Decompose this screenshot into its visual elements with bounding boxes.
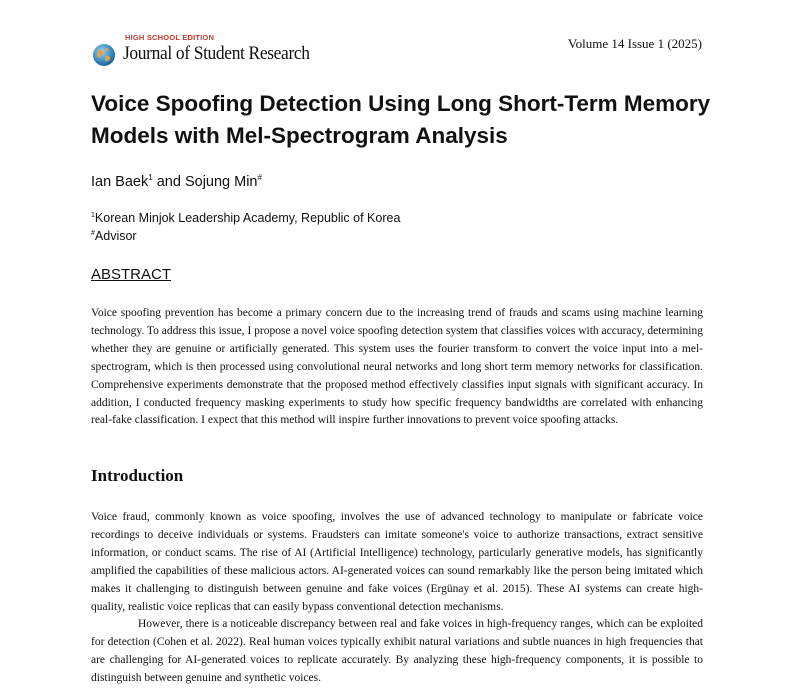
author-affiliation-mark: 1 xyxy=(148,173,153,182)
author-name: Ian Baek xyxy=(91,174,149,190)
author-separator: and xyxy=(152,174,185,190)
abstract-heading: ABSTRACT xyxy=(91,266,172,283)
edition-label: HIGH SCHOOL EDITION xyxy=(125,33,215,42)
author-name: Sojung Min xyxy=(184,174,258,190)
affiliation-text: Advisor xyxy=(94,229,137,243)
paper-title: Voice Spoofing Detection Using Long Short-Term Memory Models with Mel-Spectrogram Analysis xyxy=(91,91,711,148)
paragraph: However, there is a noticeable discrepancy between real and fake voices in high-frequency ranges, which can be exploited for detection (Cohen et al. 2022). Real human voices typically exhibit natural variations and subtle nuances in high frequencies that are challenging for AI-generated voices to replicate accurately. By analyzing these high-frequency components, it is possible to distinguish between genuine and synthetic voices. xyxy=(91,618,703,685)
affiliation-mark: # xyxy=(91,230,95,237)
author-list xyxy=(91,173,262,190)
author-affiliation-mark: # xyxy=(257,173,262,182)
introduction-body xyxy=(91,509,703,688)
journal-logo xyxy=(92,33,312,73)
section-heading-introduction: Introduction xyxy=(91,466,184,485)
abstract-text: Voice spoofing prevention has become a primary concern due to the increasing trend of frauds and scams using machine learning technology. To address this issue, I propose a novel voice spoofing detection system that classifies voices with accuracy, determining whether they are genuine or artificially generated. This system uses the fourier transform to convert the voice input into a mel-spectrogram, which is then processed using convolutional neural networks and long short term memory networks for classification. Comprehensive experiments demonstrate that the proposed method effectively classifies input signals with significant accuracy. In addition, I conducted frequency masking experiments to study how specific frequency bandwidths are correlated with enhancing real-fake classification. I expect that this method will inspire further innovations to prevent voice spoofing attacks. xyxy=(91,307,703,427)
affiliation-text: Korean Minjok Leadership Academy, Republic of Korea xyxy=(94,211,401,225)
affiliation-mark: 1 xyxy=(91,212,95,219)
paragraph: Voice fraud, commonly known as voice spoofing, involves the use of advanced technology to manipulate or fabricate voice recordings to deceive individuals or systems. Fraudsters can imitate someone's voice to authorize transactions, extract sensitive information, or conduct scams. The rise of AI (Artificial Intelligence) technology, particularly generative models, has significantly amplified the capabilities of these malicious actors. AI-generated voices can sound remarkably like the person being imitated which makes it challenging to distinguish between genuine and fake voices (Ergünay et al. 2015). These AI systems can create high-quality, realistic voice replicas that can easily bypass conventional detection mechanisms. xyxy=(91,511,703,613)
globe-icon xyxy=(92,43,116,67)
journal-name: Journal of Student Research xyxy=(123,43,310,64)
volume-issue: Volume 14 Issue 1 (2025) xyxy=(567,36,702,51)
affiliation xyxy=(91,211,400,225)
affiliation xyxy=(91,229,137,243)
